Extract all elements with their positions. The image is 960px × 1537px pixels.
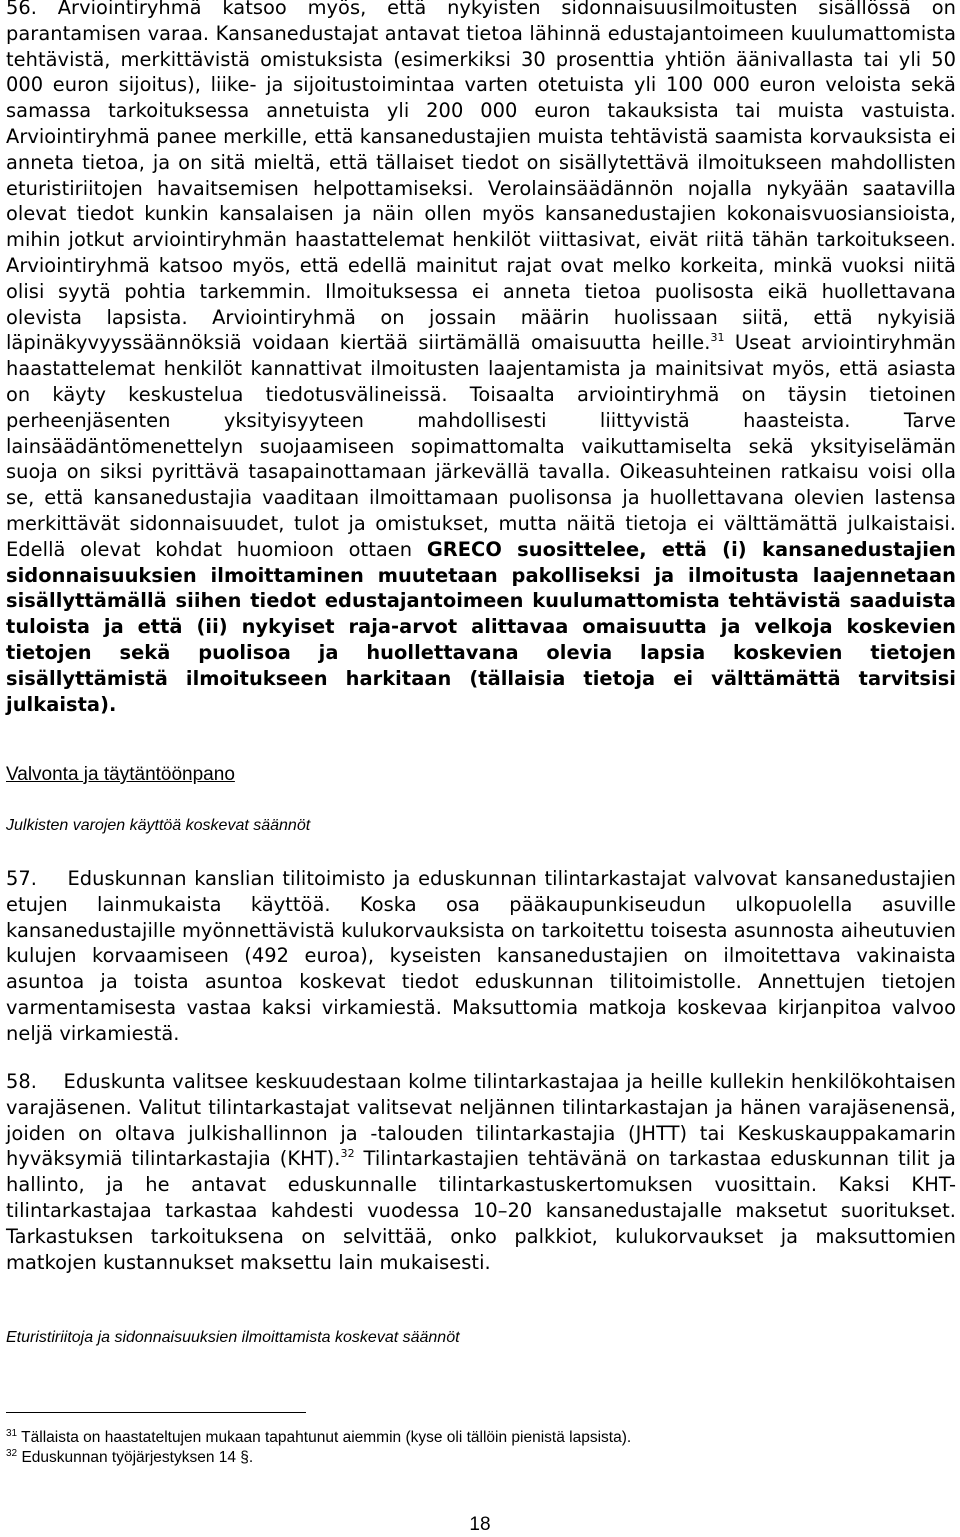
footnote-number: 31 [6, 1428, 18, 1439]
paragraph-56 [6, 0, 956, 717]
footnotes [6, 1428, 946, 1468]
paragraph-58-part-b: Tilintarkastajien tehtävänä on tarkastaa eduskunnan tilit ja hallinto, ja he antavat eduskunnalle tilintarkastuskertomuksen vuosittain. Kaksi KHT-tilintarkastajaa tarkastaa kahdesti vuodessa 10–20 kansanedustajalle maksetut suoritukset. Tarkastuksen tarkoituksena on selvittää, onko palkkiot, kulukorvaukset ja maksuttomien matkojen kustannukset maksettu lain mukaisesti. [6, 1147, 956, 1274]
paragraph-56-part: 56. Arviointiryhmä katsoo myös, että nykyisten sidonnaisuusilmoitusten sisällössä on parantamisen varaa. Kansanedustajat antavat tietoa lähinnä edustajantoimeen kuulumattomista tehtävistä, merkittävistä omistuksista (esimerkiksi 30 prosenttia yhtiön äänivallasta tai yli 50 000 euron sijoitus), liike- ja sijoitustoimintaa varten otetuista yli 100 000 euron veloista sekä samassa tarkoituksessa annetuista yli 200 000 euron takauksista tai muista vastuista. Arviointiryhmä panee merkille, että kansanedustajien muista tehtävistä saamista korvauksista ei anneta tietoa, ja on sitä mieltä, että tällaiset tiedot on sisällytettävä ilmoitukseen mahdollisten eturistiriitojen havaitsemisen helpottamiseksi. Verolainsäädännön nojalla nykyään saatavilla olevat tiedot kunkin kansalaisen ja näin ollen myös kansanedustajien kokonaisvuosiansioista, mihin jotkut arviointiryhmän haastattelemat henkilöt viittasivat, eivät riitä tähän tarkoitukseen. Arviointiryhmä katsoo myös, että edellä mainitut rajat ovat melko korkeita, minkä vuoksi niitä olisi syytä pohtia tarkemmin. Ilmoituksessa ei anneta tietoa puolisosta eikä huollettavana olevista lapsista. Arviointiryhmä on jossain määrin huolissaan siitä, että nykyisiä läpinäkyvyyssäännöksiä voidaan kiertää siirtämällä omaisuutta heille. [6, 0, 956, 355]
paragraph-58-part-a: 58. Eduskunta valitsee keskuudestaan kolme tilintarkastajaa ja heille kullekin henkilökohtaisen varajäsenen. Valitut tilintarkastajat valitsevat neljännen tilintarkastajan ja hänen varajäsenensä, joiden on oltava julkishallinnon ja -talouden tilintarkastajia (JHTT) tai Keskuskauppakamarin hyväksymiä tilintarkastajia (KHT). [6, 1070, 956, 1171]
paragraph-58 [6, 1069, 956, 1275]
paragraph-56-text [6, 0, 956, 717]
subheading-conflicts-of-interest: Eturistiriitoja ja sidonnaisuuksien ilmoittamista koskevat säännöt [6, 1329, 460, 1346]
footnote-divider [6, 1412, 306, 1413]
footnote-ref-32[interactable]: 32 [340, 1147, 355, 1161]
paragraph-57 [6, 866, 956, 1047]
footnote-number: 32 [6, 1448, 18, 1459]
paragraph-57-text: 57. Eduskunnan kanslian tilitoimisto ja eduskunnan tilintarkastajat valvovat kansanedustajien etujen lainmukaista käyttöä. Koska osa pääkaupunkiseudun ulkopuolella asuville kansanedustajille myönnettävistä kulukorvauksista on tarkoitettu toisesta asunnosta aiheutuvien kulujen korvaamiseen (492 euroa), kyseisten kansanedustajien on ilmoitettava vakinaista asuntoa ja toista asuntoa koskevat tiedot eduskunnan tilitoimistolle. Annettujen tietojen varmentamisesta vastaa kaksi virkamiestä. Maksuttomia matkoja koskevaa kirjanpitoa valvoo neljä virkamiestä. [6, 867, 956, 1045]
paragraph-56-part: Useat arviointiryhmän haastattelemat henkilöt kannattivat ilmoitusten laajentamista ja mainitsivat myös, että asiasta on käyty keskustelua tiedotusvälineissä. Toisaalta arviointiryhmä on täysin tietoinen perheenjäsenten yksityisyyteen mahdollisesti liittyvistä haasteista. Tarve lainsäädäntömenettelyn suojaamiseen sopimattomalta vaikuttamiselta sekä yksityiselämän suoja on siksi pyrittävä tasapainottamaan järkevällä tavalla. Oikeasuhteinen ratkaisu voisi olla se, että kansanedustajia vaaditaan ilmoittamaan puolisonsa ja huollettavana olevien lastensa merkittävät sidonnaisuudet, tulot ja omistukset, mutta näitä tietoja ei välttämättä julkaistaisi. Edellä olevat kohdat huomioon ottaen [6, 331, 956, 561]
greco-recommendation: GRECO suosittelee, että (i) kansanedustajien sidonnaisuuksien ilmoittaminen muutetaan pakolliseksi ja ilmoitusta laajennetaan sisällyttämällä siihen tiedot edustajantoimeen kuulumattomista tehtävistä saaduista tuloista ja että (ii) nykyiset raja-arvot alittavaa omaisuutta ja velkoja koskevien tietojen sekä puolisoa ja huollettavana olevia lapsia koskevien tietojen sisällyttämistä ilmoitukseen harkitaan (tällaisia tietoja ei välttämättä tarvitsisi julkaista). [6, 537, 956, 716]
footnote-ref-31[interactable]: 31 [710, 331, 725, 345]
section-heading: Valvonta ja täytäntöönpano [6, 764, 235, 785]
footnote-text: Tällaista on haastateltujen mukaan tapahtunut aiemmin (kyse oli tällöin pienistä lapsista). [21, 1429, 632, 1446]
paragraph-58-text [6, 1069, 956, 1275]
footnote-32 [6, 1448, 946, 1468]
page-number: 18 [469, 1514, 491, 1535]
footnote-text: Eduskunnan työjärjestyksen 14 §. [21, 1449, 254, 1466]
footnote-31 [6, 1428, 946, 1448]
subheading-public-funds: Julkisten varojen käyttöä koskevat säännöt [6, 817, 311, 834]
